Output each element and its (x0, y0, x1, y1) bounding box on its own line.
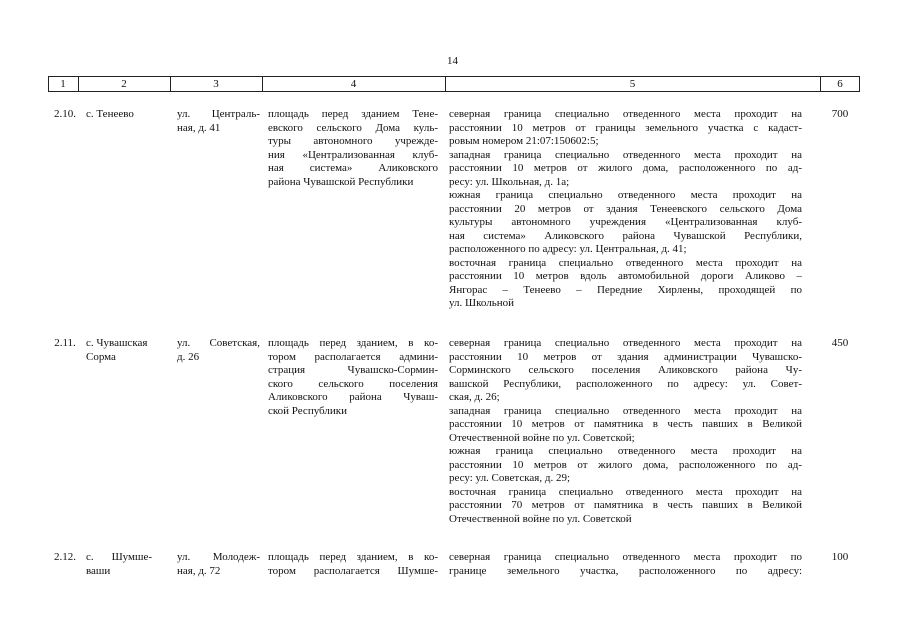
text-line: площадь перед зданием, в ко- (268, 337, 438, 349)
place-description (268, 551, 438, 578)
header-col-1: 1 (60, 78, 66, 90)
text-line: ная, д. 41 (177, 121, 221, 134)
text-line: ского сельского поселения (268, 377, 438, 390)
text-line: расстоянии 70 метров от памятника в честь павших в Великой (449, 499, 802, 511)
settlement-name (86, 551, 152, 578)
row-number: 2.11. (54, 337, 76, 349)
settlement-name (86, 108, 166, 122)
text-line: расстоянии 10 метров от здания администрации Чувашско- (449, 350, 802, 363)
header-col-3: 3 (213, 78, 219, 90)
text-line: с. Шумше- (86, 551, 152, 563)
text-line: южная граница специально отведенного места проходит на (449, 189, 802, 201)
text-line: расстоянии 10 метров от границы земельного участка с кадаст- (449, 121, 802, 134)
row-number: 2.10. (54, 108, 76, 120)
text-line: района Чувашской Республики (268, 175, 414, 188)
header-col-2: 2 (121, 78, 127, 90)
text-line: ная, д. 72 (177, 564, 221, 577)
text-line: площадь перед зданием, в ко- (268, 551, 438, 563)
street-address (177, 551, 260, 578)
text-line: культуры автономного учреждения «Централизованная клуб- (449, 216, 802, 228)
area-value: 100 (831, 551, 849, 563)
boundaries-description (449, 337, 802, 526)
row-number: 2.12. (54, 551, 76, 563)
text-line: вашской Республики, расположенного по адресу: ул. Совет- (449, 377, 802, 390)
text-line: Аликовского района Чуваш- (268, 391, 438, 403)
text-line: ул. Молодеж- (177, 551, 260, 563)
text-line: ваши (86, 564, 111, 577)
area-value: 700 (831, 108, 849, 120)
text-line: страция Чувашско-Сормин- (268, 364, 438, 376)
text-line: ресу: ул. Советская, д. 29; (449, 472, 571, 484)
text-line: расположенного по адресу: ул. Центральная, д. 41; (449, 243, 687, 255)
text-line: ресу: ул. Школьная, д. 1а; (449, 175, 570, 188)
text-line: северная граница специально отведенного места проходит по (449, 551, 802, 563)
text-line: Янгорас – Тенеево – Передние Хирлены, проходящей по (449, 283, 802, 296)
area-value: 450 (831, 337, 849, 349)
boundaries-description (449, 551, 802, 578)
text-line: расстоянии 10 метров от жилого дома, расположенного по ад- (449, 458, 802, 471)
street-address (177, 108, 260, 135)
text-line: с. Чувашская (86, 337, 148, 349)
text-line: д. 26 (177, 350, 200, 363)
text-line: восточная граница специально отведенного места проходит на (449, 256, 802, 269)
text-line: ул. Школьной (449, 297, 515, 309)
text-line: северная граница специально отведенного места проходит на (449, 108, 802, 120)
text-line: границе земельного участка, расположенного по адресу: (449, 564, 802, 577)
header-col-6: 6 (837, 78, 843, 90)
text-line: площадь перед зданием Тене- (268, 108, 438, 120)
header-col-4: 4 (350, 78, 357, 90)
text-line: Отечественной войне по ул. Советской (449, 512, 632, 525)
text-line: южная граница специально отведенного места проходит на (449, 445, 802, 457)
text-line: северная граница специально отведенного места проходит на (449, 337, 802, 349)
place-description (268, 337, 438, 418)
text-line: ния «Централизованная клуб- (268, 148, 438, 161)
text-line: евского сельского Дома куль- (268, 121, 438, 134)
text-line: ул. Советская, (177, 337, 260, 349)
text-line: Сорма (86, 350, 116, 363)
text-line: ской Республики (268, 404, 347, 417)
place-description (268, 108, 438, 189)
text-line: ровым номером 21:07:150602:5; (449, 135, 599, 147)
street-address (177, 337, 260, 364)
text-line: Сорминского сельского поселения Аликовского района Чу- (449, 364, 802, 376)
page-number: 14 (447, 55, 458, 67)
text-line: Отечественной войне по ул. Советской; (449, 431, 635, 444)
text-line: ная система» Аликовского (268, 162, 438, 174)
text-line: с. Тенеево (86, 108, 134, 120)
text-line: ская, д. 26; (449, 391, 500, 403)
header-col-5: 5 (629, 78, 636, 90)
text-line: восточная граница специально отведенного места проходит на (449, 485, 802, 498)
text-line: расстоянии 10 метров вдоль автомобильной дороги Аликово – (449, 270, 802, 282)
boundaries-description (449, 108, 802, 311)
text-line: расстоянии 10 метров от жилого дома, расположенного по ад- (449, 162, 802, 174)
text-line: расстоянии 20 метров от здания Тенеевского сельского Дома (449, 202, 802, 215)
text-line: расстоянии 10 метров от памятника в честь павших в Великой (449, 418, 802, 430)
text-line: западная граница специально отведенного места проходит на (449, 404, 802, 417)
table-header (48, 76, 860, 92)
settlement-name (86, 337, 166, 364)
text-line: тором располагается Шумше- (268, 564, 438, 577)
text-line: ная система» Аликовского района Чувашской Республики, (449, 229, 802, 242)
text-line: ул. Централь- (177, 108, 260, 120)
text-line: туры автономного учрежде- (268, 135, 438, 147)
text-line: западная граница специально отведенного места проходит на (449, 148, 802, 161)
text-line: тором располагается админи- (268, 350, 438, 363)
